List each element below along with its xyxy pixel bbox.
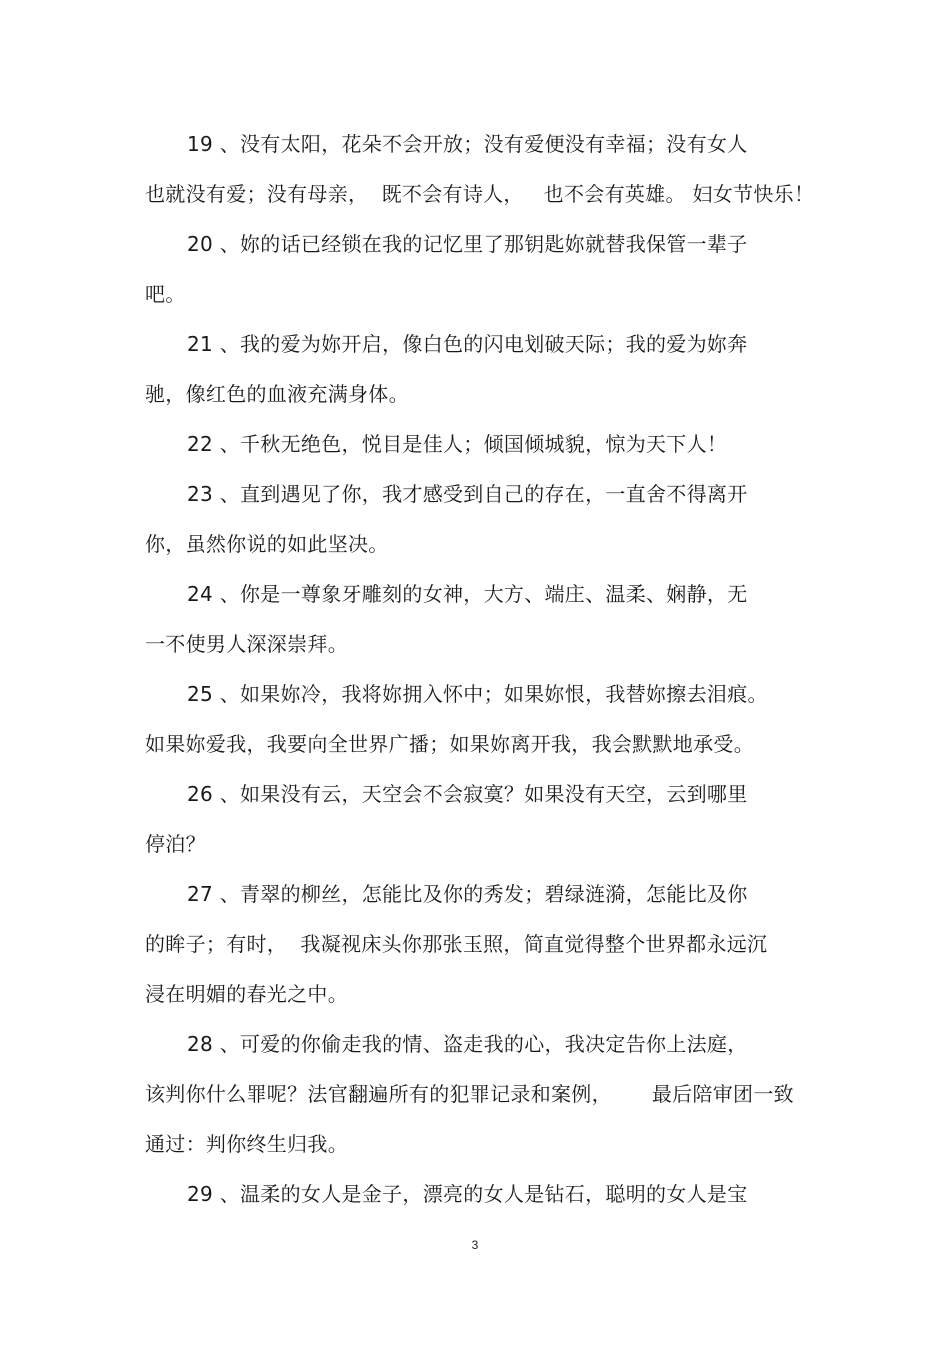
paragraph-24-line-1: 24 、你是一尊象牙雕刻的女神，大方、端庄、温柔、娴静，无: [187, 582, 748, 606]
paragraph-26-line-2: 停泊？: [145, 832, 206, 856]
paragraph-28-line-2: 该判你什么罪呢？法官翻遍所有的犯罪记录和案例， 最后陪审团一致: [145, 1082, 794, 1106]
paragraph-25-line-2: 如果妳爱我，我要向全世界广播；如果妳离开我，我会默默地承受。: [145, 732, 754, 756]
paragraph-19-line-1: 19 、没有太阳，花朵不会开放；没有爱便没有幸福；没有女人: [187, 132, 748, 156]
paragraph-26-line-1: 26 、如果没有云，天空会不会寂寞？如果没有天空，云到哪里: [187, 782, 748, 806]
paragraph-23-line-1: 23 、直到遇见了你，我才感受到自己的存在，一直舍不得离开: [187, 482, 748, 506]
paragraph-20-line-1: 20 、妳的话已经锁在我的记忆里了那钥匙妳就替我保管一辈子: [187, 232, 748, 256]
paragraph-21-line-2: 驰，像红色的血液充满身体。: [145, 382, 409, 406]
paragraph-19-line-2: 也就没有爱；没有母亲， 既不会有诗人， 也不会有英雄。 妇女节快乐！: [145, 182, 815, 206]
paragraph-24-line-2: 一不使男人深深崇拜。: [145, 632, 348, 656]
paragraph-27-line-2: 的眸子；有时， 我凝视床头你那张玉照，简直觉得整个世界都永远沉: [145, 932, 768, 956]
paragraph-23-line-2: 你，虽然你说的如此坚决。: [145, 532, 389, 556]
paragraph-22-line-1: 22 、千秋无绝色，悦目是佳人；倾国倾城貌，惊为天下人！: [187, 432, 728, 456]
paragraph-21-line-1: 21 、我的爱为妳开启，像白色的闪电划破天际；我的爱为妳奔: [187, 332, 748, 356]
paragraph-28-line-3: 通过：判你终生归我。: [145, 1132, 348, 1156]
paragraph-27-line-1: 27 、青翠的柳丝，怎能比及你的秀发；碧绿涟漪，怎能比及你: [187, 882, 748, 906]
paragraph-27-line-3: 浸在明媚的春光之中。: [145, 982, 348, 1006]
paragraph-20-line-2: 吧。: [145, 282, 186, 306]
paragraph-29-line-1: 29 、温柔的女人是金子，漂亮的女人是钻石，聪明的女人是宝: [187, 1182, 748, 1206]
page-number: 3: [471, 1238, 479, 1252]
paragraph-28-line-1: 28 、可爱的你偷走我的情、盗走我的心，我决定告你上法庭，: [187, 1032, 748, 1056]
paragraph-25-line-1: 25 、如果妳冷，我将妳拥入怀中；如果妳恨，我替妳擦去泪痕。: [187, 682, 768, 706]
